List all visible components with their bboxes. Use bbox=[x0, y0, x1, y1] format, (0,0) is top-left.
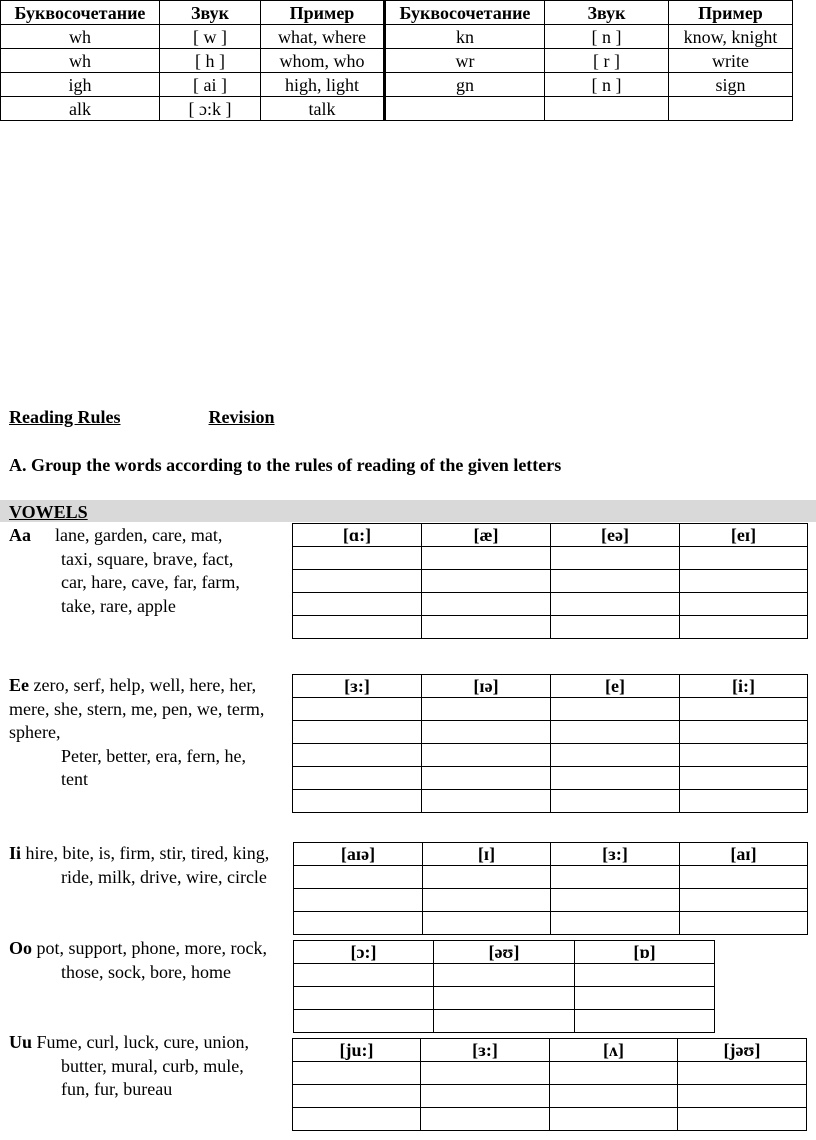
word-group-e bbox=[9, 674, 294, 792]
letter-label: Ii bbox=[9, 843, 22, 863]
table-cell: kn bbox=[385, 25, 545, 49]
answer-cell[interactable] bbox=[293, 1085, 421, 1108]
sound-header: [ɜ:] bbox=[551, 843, 680, 866]
answer-cell[interactable] bbox=[551, 616, 680, 639]
answer-cell[interactable] bbox=[293, 616, 422, 639]
answer-cell[interactable] bbox=[422, 616, 551, 639]
answer-cell[interactable] bbox=[678, 1085, 807, 1108]
sound-header: [e] bbox=[551, 675, 680, 698]
answer-cell[interactable] bbox=[293, 721, 422, 744]
sound-header: [eə] bbox=[551, 524, 680, 547]
sound-header: [ɑ:] bbox=[293, 524, 422, 547]
answer-cell[interactable] bbox=[421, 1108, 550, 1131]
word-line: Peter, better, era, fern, he, bbox=[61, 745, 246, 766]
letter-label: Uu bbox=[9, 1032, 33, 1052]
word-line: fun, fur, bureau bbox=[61, 1079, 173, 1099]
sound-header: [ɜ:] bbox=[293, 675, 422, 698]
letter-label: Oo bbox=[9, 938, 33, 958]
table-row bbox=[1, 49, 793, 73]
table-cell: write bbox=[669, 49, 793, 73]
answer-cell[interactable] bbox=[551, 721, 680, 744]
answer-cell[interactable] bbox=[293, 1062, 421, 1085]
answer-cell[interactable] bbox=[293, 570, 422, 593]
table-cell: [ w ] bbox=[160, 25, 261, 49]
sound-header: [ɜ:] bbox=[421, 1039, 550, 1062]
sound-header: [aɪ] bbox=[680, 843, 808, 866]
sound-header: [æ] bbox=[422, 524, 551, 547]
table-cell bbox=[669, 97, 793, 121]
header-cell: Пример bbox=[669, 1, 793, 25]
table-row bbox=[1, 73, 793, 97]
answer-table-u bbox=[292, 1038, 807, 1131]
table-cell: [ ai ] bbox=[160, 73, 261, 97]
answer-cell[interactable] bbox=[293, 698, 422, 721]
answer-cell[interactable] bbox=[551, 790, 680, 813]
answer-cell[interactable] bbox=[551, 570, 680, 593]
vowels-band bbox=[0, 500, 816, 522]
word-group-u bbox=[9, 1031, 294, 1102]
answer-cell[interactable] bbox=[434, 987, 575, 1010]
word-line: tent bbox=[61, 769, 88, 789]
answer-cell[interactable] bbox=[575, 1010, 715, 1033]
reading-rules-title: Reading Rules bbox=[9, 407, 121, 427]
word-group-o bbox=[9, 937, 299, 984]
table-cell bbox=[545, 97, 669, 121]
sound-header: [ɪə] bbox=[422, 675, 551, 698]
table-cell: high, light bbox=[261, 73, 385, 97]
table-cell: sign bbox=[669, 73, 793, 97]
answer-cell[interactable] bbox=[680, 698, 808, 721]
sound-header: [ʌ] bbox=[550, 1039, 678, 1062]
answer-cell[interactable] bbox=[575, 987, 715, 1010]
answer-table-e bbox=[292, 674, 808, 813]
task-a-heading: A. Group the words according to the rules of reading of the given letters bbox=[9, 455, 562, 475]
sound-header: [aɪə] bbox=[294, 843, 423, 866]
answer-cell[interactable] bbox=[551, 698, 680, 721]
table-cell bbox=[385, 97, 545, 121]
table-cell: talk bbox=[261, 97, 385, 121]
word-group-a bbox=[9, 524, 289, 618]
answer-table-a bbox=[292, 523, 808, 639]
answer-cell[interactable] bbox=[551, 889, 680, 912]
sound-header: [ɒ] bbox=[575, 941, 715, 964]
word-line: zero, serf, help, well, here, her, bbox=[33, 675, 257, 695]
answer-cell[interactable] bbox=[550, 1085, 678, 1108]
word-line: Fume, curl, luck, cure, union, bbox=[36, 1032, 249, 1052]
word-line: ride, milk, drive, wire, circle bbox=[61, 866, 267, 887]
answer-cell[interactable] bbox=[422, 744, 551, 767]
word-line: hire, bite, is, firm, stir, tired, king, bbox=[25, 843, 270, 863]
answer-cell[interactable] bbox=[293, 547, 422, 570]
answer-cell[interactable] bbox=[551, 912, 680, 935]
reading-rules-subtitle: Revision bbox=[208, 407, 275, 427]
sound-header: [ɔ:] bbox=[294, 941, 434, 964]
answer-cell[interactable] bbox=[680, 593, 808, 616]
answer-cell[interactable] bbox=[680, 912, 808, 935]
answer-cell[interactable] bbox=[551, 744, 680, 767]
answer-table-o bbox=[293, 940, 715, 1033]
answer-cell[interactable] bbox=[575, 964, 715, 987]
word-line: lane, garden, care, mat, bbox=[55, 525, 223, 545]
answer-cell[interactable] bbox=[294, 912, 423, 935]
table-cell: wh bbox=[1, 25, 160, 49]
header-cell: Звук bbox=[545, 1, 669, 25]
answer-cell[interactable] bbox=[680, 721, 808, 744]
word-line: taxi, square, brave, fact, bbox=[61, 548, 234, 569]
answer-cell[interactable] bbox=[293, 767, 422, 790]
table-cell: whom, who bbox=[261, 49, 385, 73]
answer-cell[interactable] bbox=[293, 1108, 421, 1131]
answer-cell[interactable] bbox=[680, 616, 808, 639]
answer-cell[interactable] bbox=[551, 593, 680, 616]
reading-rules-heading bbox=[9, 407, 286, 428]
answer-cell[interactable] bbox=[421, 1062, 550, 1085]
answer-cell[interactable] bbox=[422, 721, 551, 744]
answer-cell[interactable] bbox=[294, 889, 423, 912]
answer-cell[interactable] bbox=[680, 889, 808, 912]
answer-table-i bbox=[293, 842, 808, 935]
answer-cell[interactable] bbox=[680, 866, 808, 889]
answer-cell[interactable] bbox=[421, 1085, 550, 1108]
answer-cell[interactable] bbox=[422, 790, 551, 813]
word-group-i bbox=[9, 842, 299, 889]
table-cell: [ r ] bbox=[545, 49, 669, 73]
table-cell: gn bbox=[385, 73, 545, 97]
sound-header: [i:] bbox=[680, 675, 808, 698]
answer-cell[interactable] bbox=[294, 987, 434, 1010]
answer-cell[interactable] bbox=[294, 1010, 434, 1033]
word-line: butter, mural, curb, mule, bbox=[61, 1055, 244, 1076]
answer-cell[interactable] bbox=[423, 889, 551, 912]
word-line: those, sock, bore, home bbox=[61, 961, 231, 982]
table-row bbox=[1, 25, 793, 49]
answer-cell[interactable] bbox=[678, 1062, 807, 1085]
word-line: sphere, bbox=[9, 722, 61, 742]
answer-cell[interactable] bbox=[422, 547, 551, 570]
answer-cell[interactable] bbox=[423, 912, 551, 935]
word-line: mere, she, stern, me, pen, we, term, bbox=[9, 698, 265, 719]
answer-cell[interactable] bbox=[293, 593, 422, 616]
answer-cell[interactable] bbox=[422, 593, 551, 616]
letter-combination-table bbox=[0, 0, 793, 121]
answer-cell[interactable] bbox=[294, 866, 423, 889]
vowels-label: VOWELS bbox=[9, 502, 88, 522]
header-cell: Буквосочетание bbox=[385, 1, 545, 25]
table-cell: [ h ] bbox=[160, 49, 261, 73]
answer-cell[interactable] bbox=[551, 547, 680, 570]
answer-cell[interactable] bbox=[422, 570, 551, 593]
sound-header: [ju:] bbox=[293, 1039, 421, 1062]
answer-cell[interactable] bbox=[293, 744, 422, 767]
answer-cell[interactable] bbox=[550, 1062, 678, 1085]
word-line: car, hare, cave, far, farm, bbox=[61, 572, 240, 592]
answer-cell[interactable] bbox=[680, 790, 808, 813]
letter-label: Ee bbox=[9, 675, 29, 695]
sound-header: [eɪ] bbox=[680, 524, 808, 547]
table-cell: [ ɔ:k ] bbox=[160, 97, 261, 121]
answer-cell[interactable] bbox=[680, 570, 808, 593]
table-cell: know, knight bbox=[669, 25, 793, 49]
word-line: pot, support, phone, more, rock, bbox=[36, 938, 267, 958]
header-cell: Буквосочетание bbox=[1, 1, 160, 25]
table-cell: alk bbox=[1, 97, 160, 121]
table-row bbox=[1, 97, 793, 121]
sound-header: [ɪ] bbox=[423, 843, 551, 866]
table-cell: wh bbox=[1, 49, 160, 73]
table-cell: what, where bbox=[261, 25, 385, 49]
answer-cell[interactable] bbox=[434, 964, 575, 987]
table-header-row bbox=[1, 1, 793, 25]
answer-cell[interactable] bbox=[422, 767, 551, 790]
table-cell: wr bbox=[385, 49, 545, 73]
table-cell: [ n ] bbox=[545, 25, 669, 49]
answer-cell[interactable] bbox=[678, 1108, 807, 1131]
word-line: take, rare, apple bbox=[61, 595, 176, 616]
header-cell: Пример bbox=[261, 1, 385, 25]
answer-cell[interactable] bbox=[551, 866, 680, 889]
answer-cell[interactable] bbox=[550, 1108, 678, 1131]
table-cell: igh bbox=[1, 73, 160, 97]
answer-cell[interactable] bbox=[551, 767, 680, 790]
answer-cell[interactable] bbox=[680, 744, 808, 767]
sound-header: [jəʊ] bbox=[678, 1039, 807, 1062]
answer-cell[interactable] bbox=[680, 547, 808, 570]
answer-cell[interactable] bbox=[434, 1010, 575, 1033]
sound-header: [əʊ] bbox=[434, 941, 575, 964]
answer-cell[interactable] bbox=[294, 964, 434, 987]
letter-label: Aa bbox=[9, 525, 31, 545]
answer-cell[interactable] bbox=[422, 698, 551, 721]
answer-cell[interactable] bbox=[293, 790, 422, 813]
header-cell: Звук bbox=[160, 1, 261, 25]
answer-cell[interactable] bbox=[423, 866, 551, 889]
answer-cell[interactable] bbox=[680, 767, 808, 790]
table-cell: [ n ] bbox=[545, 73, 669, 97]
